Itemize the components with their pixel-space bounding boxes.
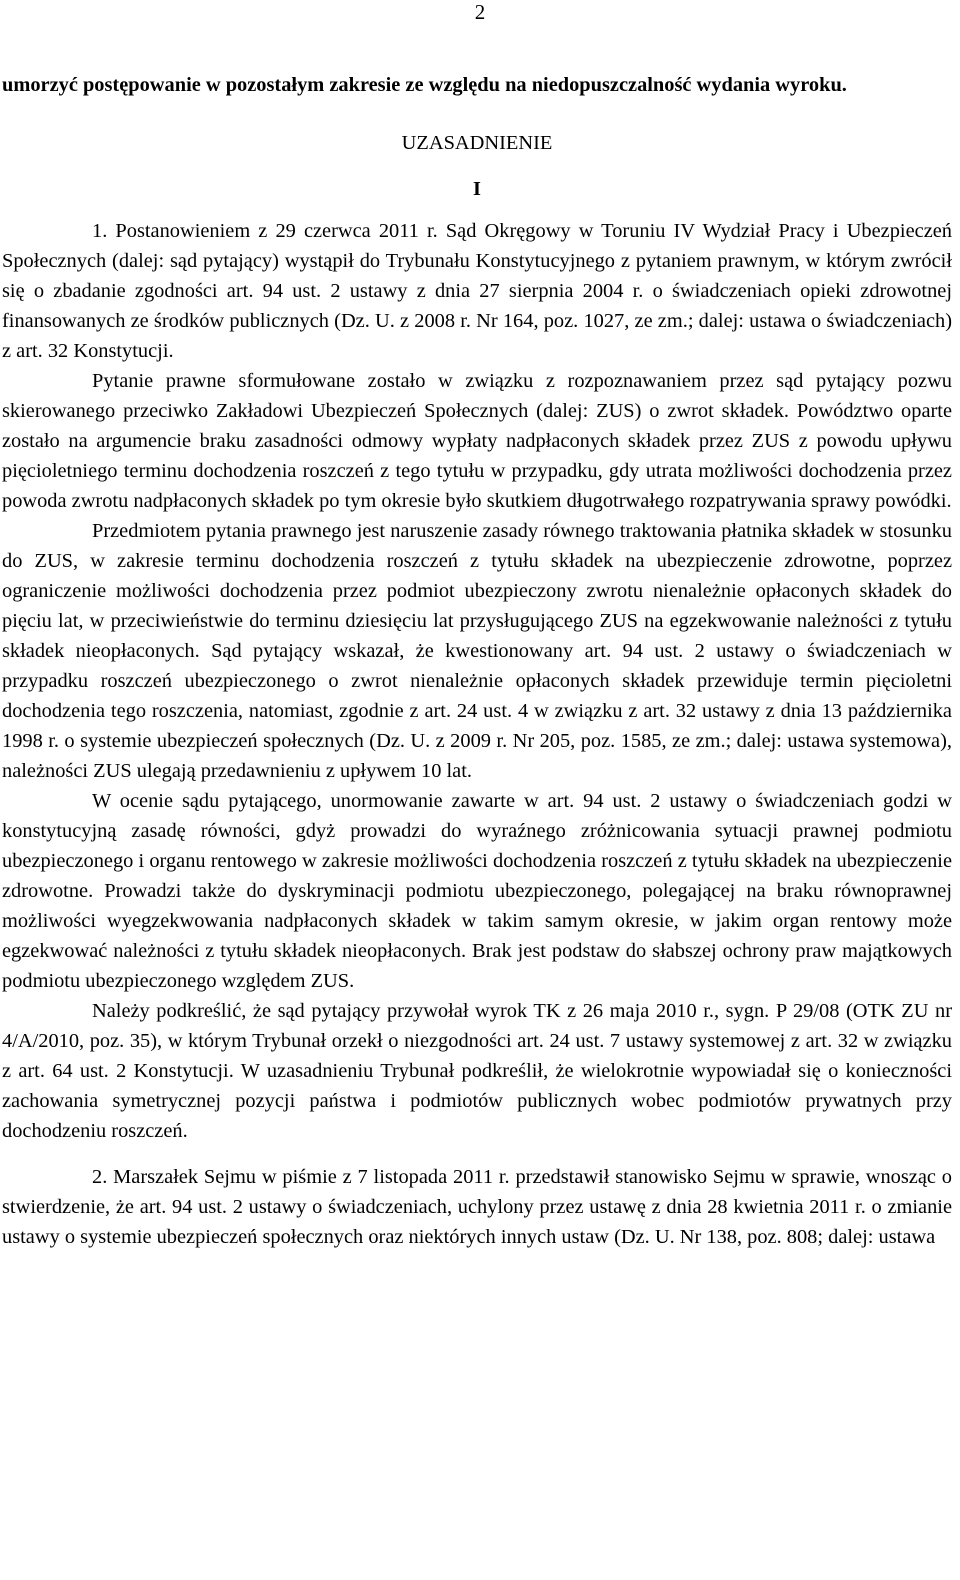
paragraph-5: Należy podkreślić, że sąd pytający przywołał wyrok TK z 26 maja 2010 r., sygn. P 29/08 (OTK ZU nr 4/A/2010, poz. 35), w którym Trybunał orzekł o niezgodności art. 24 ust. 7 ustawy systemowej z art. 32 w związku z art. 64 ust. 2 Konstytucji. W uzasadnieniu Trybunał podkreślił, że wielokrotnie wypowiadał się o konieczności zachowania symetrycznej pozycji państwa i podmiotów publicznych wobec podmiotów prywatnych przy dochodzeniu roszczeń. — [2, 1000, 952, 1142]
section-heading: UZASADNIENIE — [401, 132, 553, 154]
ruling-text: umorzyć postępowanie w pozostałym zakresie ze względu na niedopuszczalność wydania wyroku. — [2, 74, 847, 96]
paragraph-2: Pytanie prawne sformułowane zostało w związku z rozpoznawaniem przez sąd pytający pozwu skierowanego przeciwko Zakładowi Ubezpieczeń Społecznych (dalej: ZUS) o zwrot składek. Powództwo oparte zostało na argumencie braku zasadności odmowy wypłaty nadpłaconych składek przez ZUS z powodu upływu pięcioletniego terminu dochodzenia roszczeń z tego tytułu w przypadku, gdy utrata możliwości dochodzenia przez powoda zwrotu nadpłaconych składek po tym okresie było skutkiem długotrwałego rozpatrywania sprawy powódki. — [2, 370, 952, 512]
paragraph-3: Przedmiotem pytania prawnego jest naruszenie zasady równego traktowania płatnika składek w stosunku do ZUS, w zakresie terminu dochodzenia roszczeń z tytułu składek na ubezpieczenie zdrowotne, poprzez ograniczenie możliwości dochodzenia przez podmiot ubezpieczony zwrotu nienależnie opłaconych składek do pięciu lat, w przeciwieństwie do terminu dziesięciu lat przysługującego ZUS na egzekwowanie należności z tytułu składek nieopłaconych. Sąd pytający wskazał, że kwestionowany art. 94 ust. 2 ustawy o świadczeniach w przypadku roszczeń ubezpieczonego o zwrot nienależnie opłaconych składek przewiduje termin pięcioletni dochodzenia tego roszczenia, natomiast, zgodnie z art. 24 ust. 4 w związku z art. 32 ustawy z dnia 13 października 1998 r. o systemie ubezpieczeń społecznych (Dz. U. z 2009 r. Nr 205, poz. 1585, ze zm.; dalej: ustawa systemowa), należności ZUS ulegają przedawnieniu z upływem 10 lat. — [2, 520, 952, 782]
document-body — [2, 70, 952, 1252]
page-number: 2 — [474, 0, 486, 24]
paragraph-6: 2. Marszałek Sejmu w piśmie z 7 listopada 2011 r. przedstawił stanowisko Sejmu w sprawie, wnosząc o stwierdzenie, że art. 94 ust. 2 ustawy o świadczeniach, uchylony przez ustawę z dnia 28 kwietnia 2011 r. o zmianie ustawy o systemie ubezpieczeń społecznych oraz niektórych innych ustaw (Dz. U. Nr 138, poz. 808; dalej: ustawa — [2, 1166, 952, 1248]
paragraph-1: 1. Postanowieniem z 29 czerwca 2011 r. Sąd Okręgowy w Toruniu IV Wydział Pracy i Ubezpieczeń Społecznych (dalej: sąd pytający) wystąpił do Trybunału Konstytucyjnego z pytaniem prawnym, w którym zwrócił się o zbadanie zgodności art. 94 ust. 2 ustawy z dnia 27 sierpnia 2004 r. o świadczeniach opieki zdrowotnej finansowanych ze środków publicznych (Dz. U. z 2008 r. Nr 164, poz. 1027, ze zm.; dalej: ustawa o świadczeniach) z art. 32 Konstytucji. — [2, 220, 952, 362]
paragraph-4: W ocenie sądu pytającego, unormowanie zawarte w art. 94 ust. 2 ustawy o świadczeniach godzi w konstytucyjną zasadę równości, gdyż prowadzi do wyraźnego zróżnicowania sytuacji prawnej podmiotu ubezpieczonego i organu rentowego w zakresie możliwości dochodzenia roszczeń z tytułu składek na ubezpieczenie zdrowotne. Prowadzi także do dyskryminacji podmiotu ubezpieczonego, polegającej na braku równoprawnej możliwości wyegzekwowania nadpłaconych składek w takim samym okresie, w jakim organ rentowy może egzekwować należności z tytułu składek nieopłaconych. Brak jest podstaw do słabszej ochrony praw majątkowych podmiotu ubezpieczonego względem ZUS. — [2, 790, 952, 992]
section-marker: I — [473, 178, 481, 200]
